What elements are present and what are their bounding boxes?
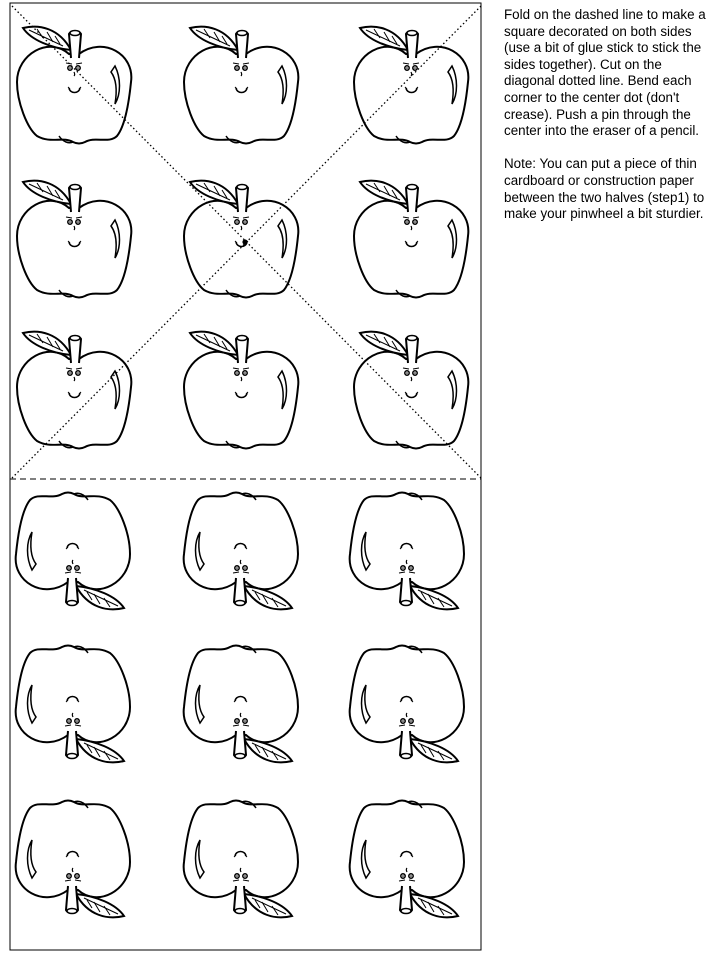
bottom-half-apples (16, 493, 464, 918)
apple-icon (16, 801, 130, 918)
apple-icon (350, 646, 464, 763)
instructions-steps: Fold on the dashed line to make a square decorated on both sides (use a bit of glue stick to stick the sides together). Cut on the diagonal dotted line. Bend each corner to the center dot (don't crease). Push a pin through the center into the eraser of a pencil. (504, 7, 706, 139)
apple-icon (184, 181, 298, 298)
apple-icon (184, 646, 298, 763)
instructions-panel (504, 7, 714, 239)
apple-icon (184, 332, 298, 449)
apple-icon (17, 332, 131, 449)
apple-icon (16, 646, 130, 763)
center-dot (242, 239, 247, 244)
apple-icon (17, 27, 131, 144)
apple-icon (354, 27, 468, 144)
apple-icon (350, 493, 464, 610)
apple-icon (17, 181, 131, 298)
apple-icon (350, 801, 464, 918)
top-half-apples (17, 27, 468, 449)
instructions-note: Note: You can put a piece of thin cardboard or construction paper between the two halves (step1) to make your pinwheel a bit sturdier. (504, 156, 705, 222)
apple-icon (16, 493, 130, 610)
apple-icon (184, 801, 298, 918)
apple-icon (354, 181, 468, 298)
apple-icon (184, 493, 298, 610)
apple-icon (184, 27, 298, 144)
apple-icon (354, 332, 468, 449)
